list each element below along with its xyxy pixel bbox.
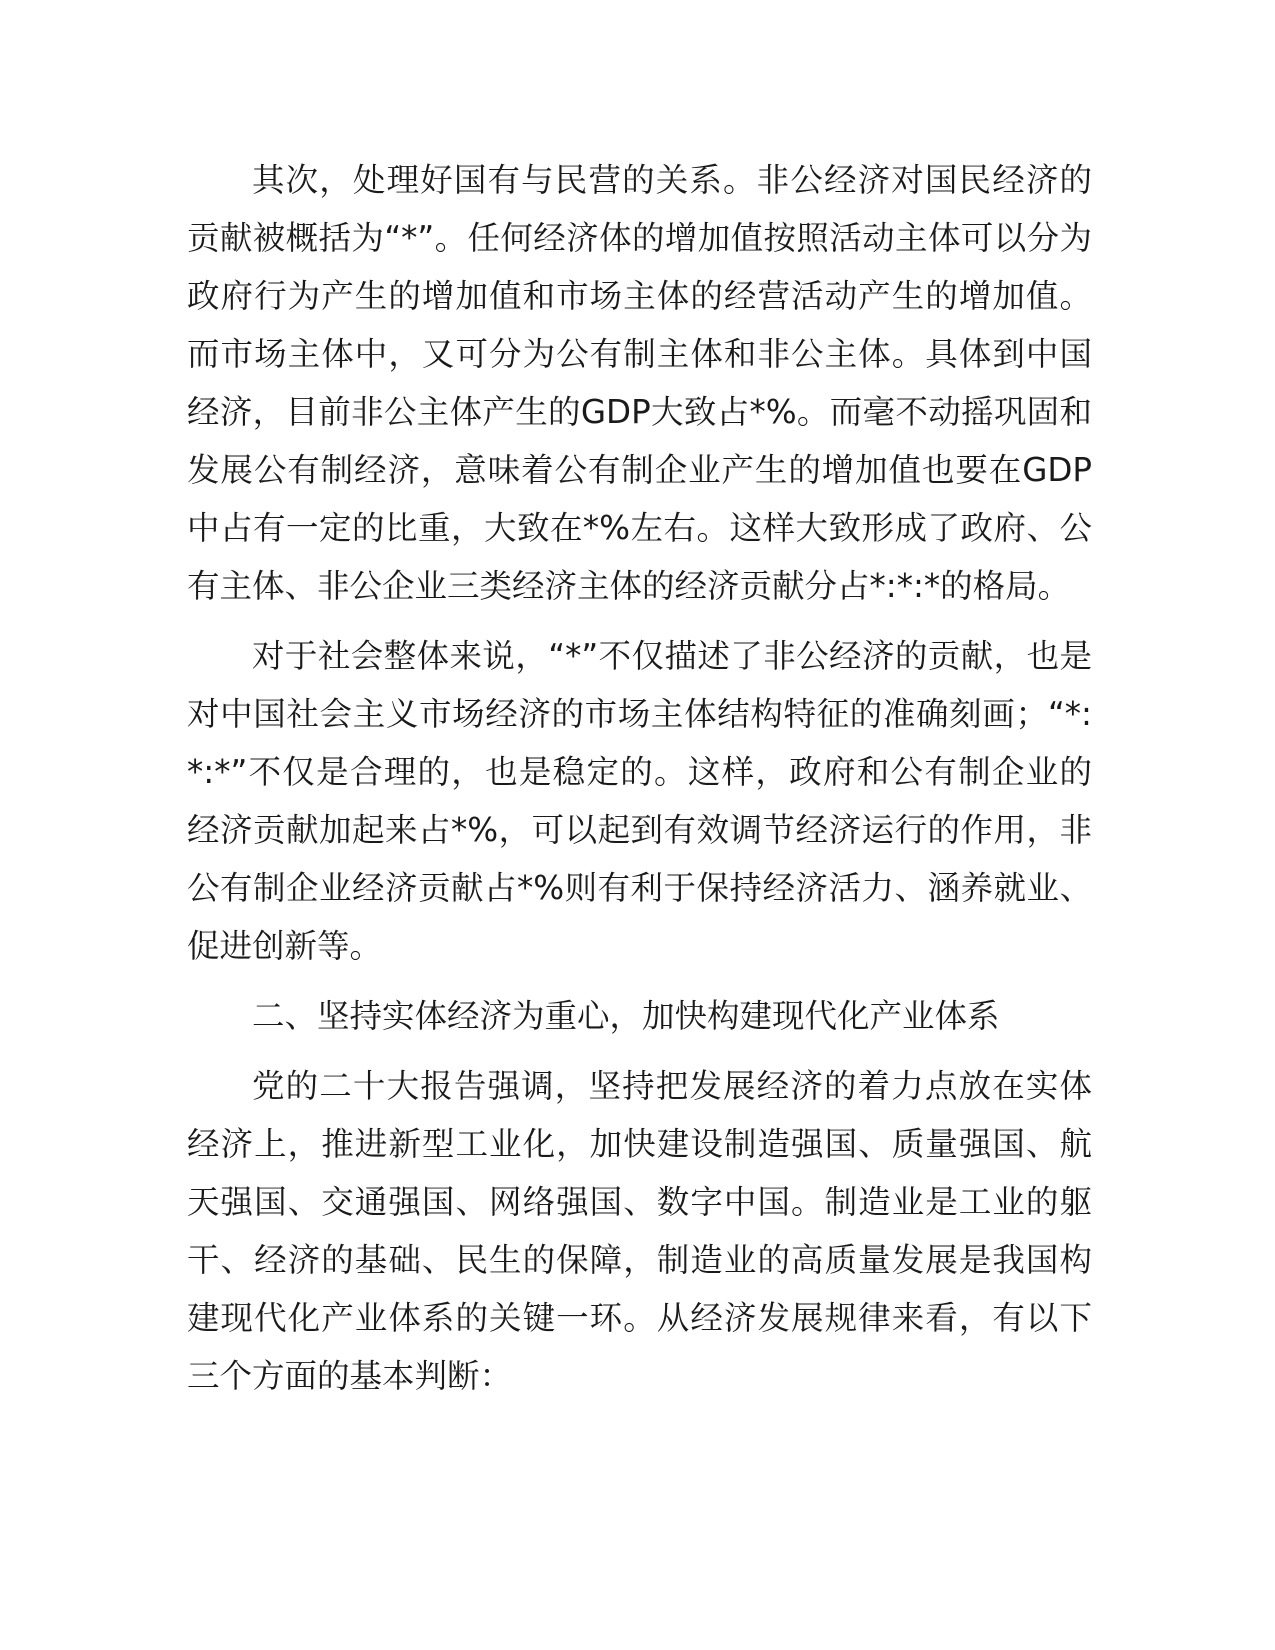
paragraph-society-overall: 对于社会整体来说，“*”不仅描述了非公经济的贡献，也是对中国社会主义市场经济的市场主体结构特征的准确刻画；“*:*:*”不仅是合理的，也是稳定的。这样，政府和公有制企业的经济贡献加起来占*%，可以起到有效调节经济运行的作用，非公有制企业经济贡献占*%则有利于保持经济活力、涵养就业、促进创新等。	[187, 637, 1092, 965]
section-heading-real-economy: 二、坚持实体经济为重心，加快构建现代化产业体系	[252, 997, 1000, 1035]
paragraph-state-private-relation: 其次，处理好国有与民营的关系。非公经济对国民经济的贡献被概括为“*”。任何经济体的增加值按照活动主体可以分为政府行为产生的增加值和市场主体的经营活动产生的增加值。而市场主体中，又可分为公有制主体和非公主体。具体到中国经济，目前非公主体产生的GDP大致占*%。而毫不动摇巩固和发展公有制经济，意味着公有制企业产生的增加值也要在GDP中占有一定的比重，大致在*%左右。这样大致形成了政府、公有主体、非公企业三类经济主体的经济贡献分占*:*:*的格局。	[187, 161, 1092, 605]
document-body	[187, 151, 1092, 1405]
paragraph-twentieth-congress: 党的二十大报告强调，坚持把发展经济的着力点放在实体经济上，推进新型工业化，加快建设制造强国、质量强国、航天强国、交通强国、网络强国、数字中国。制造业是工业的躯干、经济的基础、民生的保障，制造业的高质量发展是我国构建现代化产业体系的关键一环。从经济发展规律来看，有以下三个方面的基本判断：	[187, 1067, 1092, 1395]
